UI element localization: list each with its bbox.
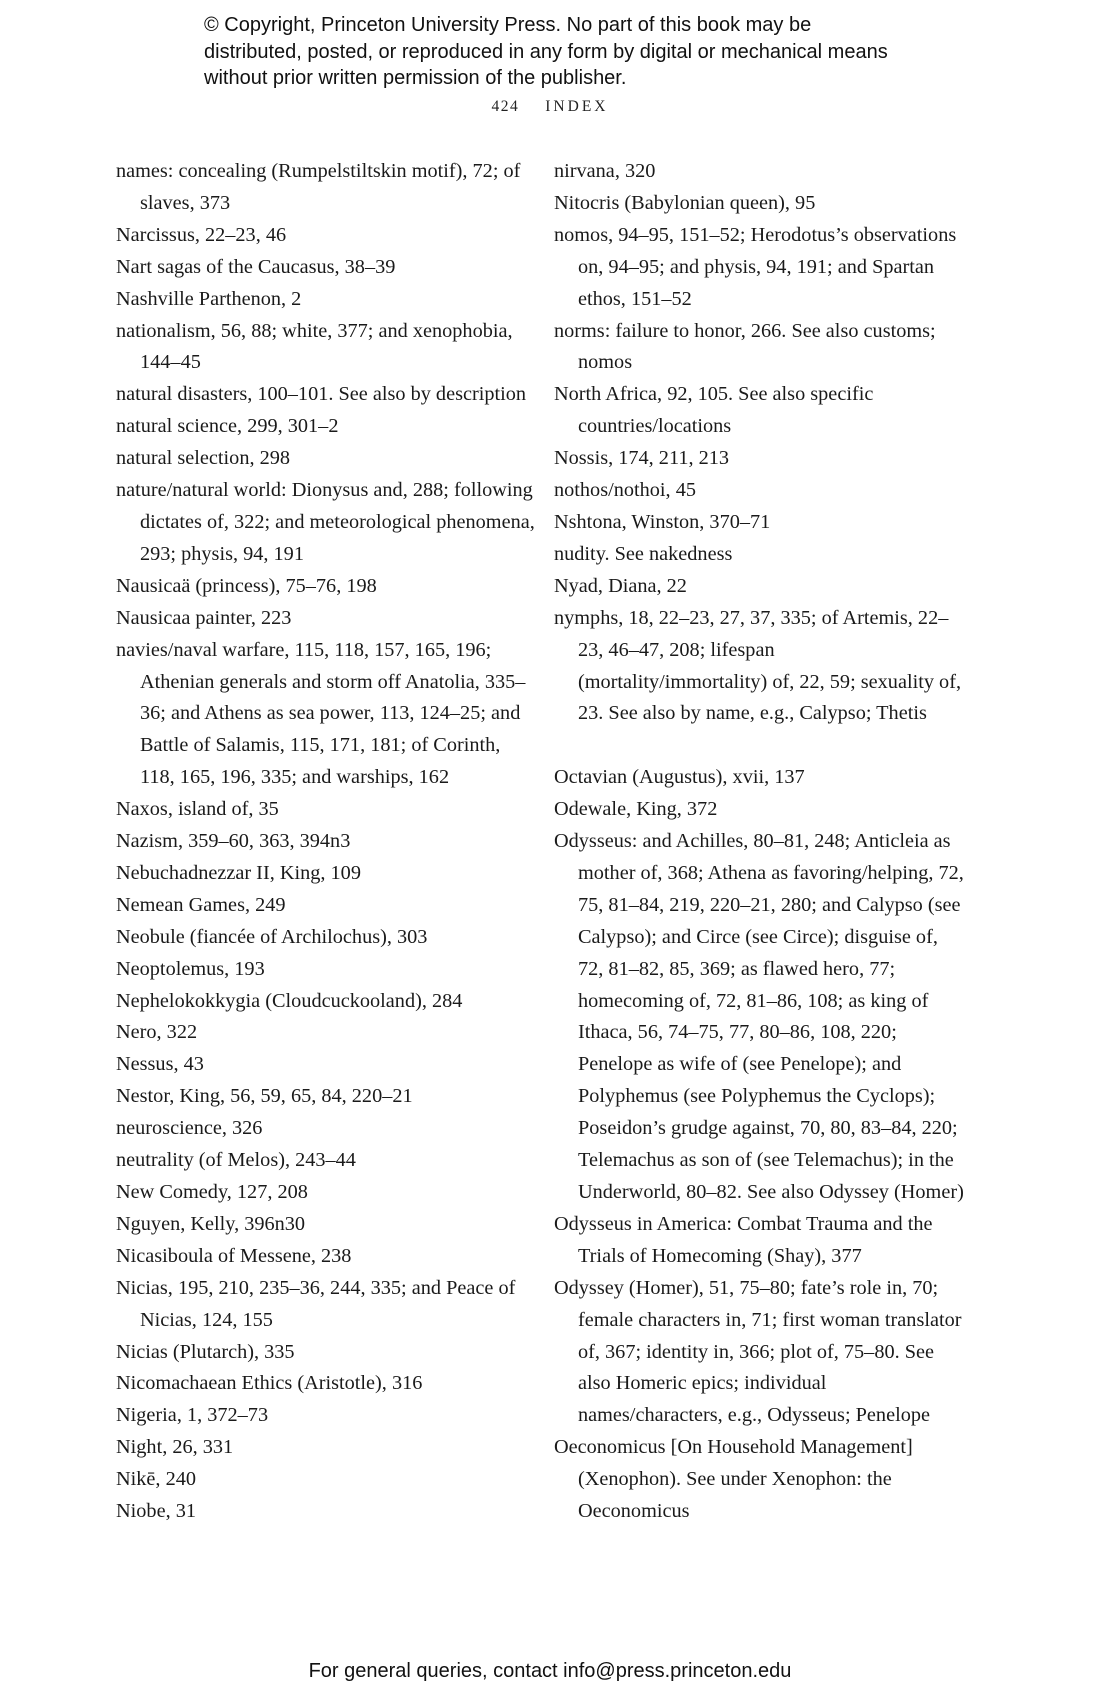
index-entry: neuroscience, 326 xyxy=(116,1117,263,1140)
letter-group-separator xyxy=(554,730,964,762)
index-entry: Nyad, Diana, 22 xyxy=(554,574,687,597)
index-entry: Nicasiboula of Messene, 238 xyxy=(116,1244,352,1267)
index-entry: Nessus, 43 xyxy=(116,1053,204,1076)
index-entry: Neobule (fiancée of Archilochus), 303 xyxy=(116,925,428,948)
section-title: INDEX xyxy=(545,98,609,115)
index-entry: Odysseus: and Achilles, 80–81, 248; Anticleia as mother of, 368; Athena as favoring/helping, 72, 75, 81–84, 219, 220–21, 280; and Calypso (see Calypso); and Circe (see Circe); disguise of, 72, 81–82, 85, 369; as flawed hero, 77; homecoming of, 72, 81–86, 108; as king of Ithaca, 56, 74–75, 77, 80–86, 108, 220; Penelope as wife of (see Penelope); and Polyphemus (see Polyphemus the Cyclops); Poseidon’s grudge against, 70, 80, 83–84, 220; Telemachus as son of (see Telemachus); in the Underworld, 80–82. See also Odyssey (Homer) xyxy=(554,830,964,1203)
index-entry: nymphs, 18, 22–23, 27, 37, 335; of Artemis, 22–23, 46–47, 208; lifespan (mortality/immortality) of, 22, 59; sexuality of, 23. See also by name, e.g., Calypso; Thetis xyxy=(554,606,962,725)
index-entry: Neoptolemus, 193 xyxy=(116,957,265,980)
index-entry: Nguyen, Kelly, 396n30 xyxy=(116,1212,306,1235)
copyright-notice: © Copyright, Princeton University Press. No part of this book may be distributed, posted, or reproduced in any form by digital or mechanical means without prior written permission of the publisher. xyxy=(204,14,888,89)
index-entry: Nigeria, 1, 372–73 xyxy=(116,1404,269,1427)
footer-contact: For general queries, contact info@press.princeton.edu xyxy=(308,1660,792,1682)
index-entry: nationalism, 56, 88; white, 377; and xenophobia, 144–45 xyxy=(116,319,513,374)
index-entry: Nero, 322 xyxy=(116,1021,198,1044)
index-entry: Odewale, King, 372 xyxy=(554,798,718,821)
index-entry: Nossis, 174, 211, 213 xyxy=(554,447,730,470)
index-entry: Nephelokokkygia (Cloudcuckooland), 284 xyxy=(116,989,463,1012)
index-entry: Odyssey (Homer), 51, 75–80; fate’s role in, 70; female characters in, 71; first woman translator of, 367; identity in, 366; plot of, 75–80. See also Homeric epics; individual names/characters, e.g., Odysseus; Penelope xyxy=(554,1276,962,1427)
index-entry: natural disasters, 100–101. See also by description xyxy=(116,383,527,406)
index-entry: nudity. See nakedness xyxy=(554,542,733,565)
index-entry: nirvana, 320 xyxy=(554,160,656,182)
page-number: 424 xyxy=(491,98,520,115)
index-entry: Night, 26, 331 xyxy=(116,1436,234,1459)
index-entry: Nazism, 359–60, 363, 394n3 xyxy=(116,830,351,853)
index-entry: Nausicaä (princess), 75–76, 198 xyxy=(116,574,377,597)
index-entry: natural science, 299, 301–2 xyxy=(116,415,339,438)
index-entry: Nebuchadnezzar II, King, 109 xyxy=(116,861,361,884)
index-entry: Nicomachaean Ethics (Aristotle), 316 xyxy=(116,1372,423,1395)
index-entry: Odysseus in America: Combat Trauma and the Trials of Homecoming (Shay), 377 xyxy=(554,1212,933,1267)
index-entry: Naxos, island of, 35 xyxy=(116,798,279,821)
index-entry: Nshtona, Winston, 370–71 xyxy=(554,510,771,533)
running-head xyxy=(0,98,1100,116)
index-entry: names: concealing (Rumpelstiltskin motif), 72; of slaves, 373 xyxy=(116,160,521,214)
index-entry: Oeconomicus [On Household Management] (Xenophon). See under Xenophon: the Oeconomicus xyxy=(554,1436,913,1523)
index-entry: Nemean Games, 249 xyxy=(116,893,286,916)
index-entry: natural selection, 298 xyxy=(116,447,291,470)
index-entry: Narcissus, 22–23, 46 xyxy=(116,223,287,246)
index-entry: nothos/nothoi, 45 xyxy=(554,479,696,502)
index-entry: Nicias, 195, 210, 235–36, 244, 335; and Peace of Nicias, 124, 155 xyxy=(116,1276,516,1331)
index-entry: nomos, 94–95, 151–52; Herodotus’s observations on, 94–95; and physis, 94, 191; and Spartan ethos, 151–52 xyxy=(554,223,957,310)
index-entry: Octavian (Augustus), xvii, 137 xyxy=(554,766,805,789)
index-entry: norms: failure to honor, 266. See also customs; nomos xyxy=(554,319,936,374)
index-entry: Niobe, 31 xyxy=(116,1500,196,1523)
index-entry: New Comedy, 127, 208 xyxy=(116,1181,308,1203)
index-entry: Nikē, 240 xyxy=(116,1468,196,1491)
index-entry: North Africa, 92, 105. See also specific countries/locations xyxy=(554,383,874,438)
index-column-left xyxy=(116,156,536,1528)
index-entry: Nestor, King, 56, 59, 65, 84, 220–21 xyxy=(116,1085,413,1108)
index-entry: neutrality (of Melos), 243–44 xyxy=(116,1149,356,1172)
index-entry: Nart sagas of the Caucasus, 38–39 xyxy=(116,255,396,278)
index-entry: Nashville Parthenon, 2 xyxy=(116,287,302,310)
index-entry: Nicias (Plutarch), 335 xyxy=(116,1340,295,1363)
index-column-right xyxy=(554,156,964,1528)
index-entry: nature/natural world: Dionysus and, 288; following dictates of, 322; and meteorological phenomena, 293; physis, 94, 191 xyxy=(116,479,535,565)
index-entry: Nitocris (Babylonian queen), 95 xyxy=(554,191,816,214)
index-entry: Nausicaa painter, 223 xyxy=(116,606,292,629)
index-entry: navies/naval warfare, 115, 118, 157, 165, 196; Athenian generals and storm off Anatolia, 335–36; and Athens as sea power, 113, 124–25; and Battle of Salamis, 115, 171, 181; of Corinth, 118, 165, 196, 335; and warships, 162 xyxy=(116,638,526,789)
